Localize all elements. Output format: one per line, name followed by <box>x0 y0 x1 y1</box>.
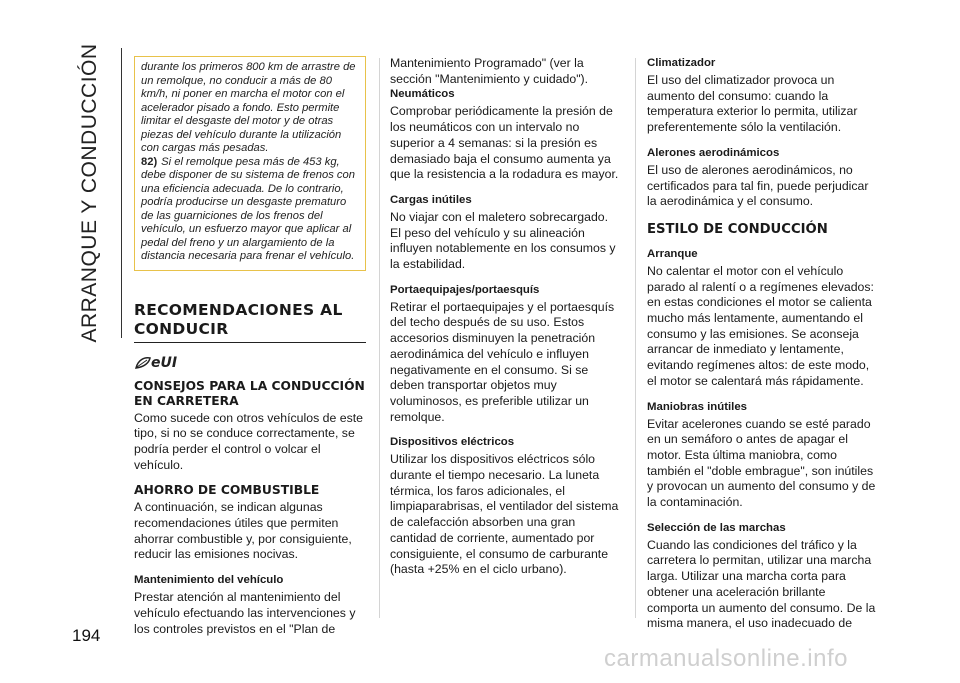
aero-spoilers-text: El uso de alerones aerodinámicos, no certificados para tal fin, puede perjudicar la aerodinámica y el consumo. <box>647 162 869 209</box>
subheading-aero-spoilers: Alerones aerodinámicos <box>647 146 780 159</box>
column-divider-2 <box>635 58 636 618</box>
section-side-title-text: ARRANQUE Y CONDUCCIÓN <box>78 43 101 343</box>
useless-loads-text: No viajar con el maletero sobrecargado. El peso del vehículo y su alineación influyen notablemente en los consumos y la estabilidad. <box>390 209 616 272</box>
page-number: 194 <box>72 626 101 645</box>
section-heading-driving-style: ESTILO DE CONDUCCIÓN <box>647 221 828 237</box>
start-text: No calentar el motor con el vehículo parado al ralentí o a regímenes elevados: en estas condiciones el motor se calienta mucho más lentamente, aumentando el consumo y las emisiones. Se aconseja arrancar de inmediato y lentamente, evitando regímenes altos: de este modo, el motor se calentará más rápidamente. <box>647 263 874 388</box>
column-divider-1 <box>379 58 380 618</box>
maintenance-continued-text: Mantenimiento Programado" (ver la sección "Mantenimiento y cuidado"). <box>390 56 589 86</box>
subheading-useless-manoeuvres: Maniobras inútiles <box>647 400 748 413</box>
side-title-divider <box>121 48 122 338</box>
subheading-fuel-saving: AHORRO DE COMBUSTIBLE <box>134 483 320 498</box>
gear-selection-text: Cuando las condiciones del tráfico y la carretera lo permitan, utilizar una marcha larga. Utilizar una marcha corta para obtener una aceleración brillante comporta un aumento del consumo. De la misma manera, el uso inadecuado de <box>647 537 876 631</box>
column-3 <box>647 56 879 632</box>
column-1 <box>134 56 366 637</box>
subheading-roof-racks: Portaequipajes/portaesquís <box>390 283 540 296</box>
eco-leaf-icon <box>134 351 178 371</box>
road-driving-text: Como sucede con otros vehículos de este tipo, si no se conduce correctamente, se podría perder el control o volcar el vehículo. <box>134 410 363 472</box>
fuel-saving-text: A continuación, se indican algunas recomendaciones útiles que permiten ahorrar combustible y, por consiguiente, reducir las emisiones nocivas. <box>134 500 352 562</box>
subheading-start: Arranque <box>647 247 698 260</box>
vehicle-maintenance-text: Prestar atención al mantenimiento del vehículo efectuando las intervenciones y los controles previstos en el "Plan de <box>134 590 356 636</box>
useless-manoeuvres-text: Evitar acelerones cuando se esté parado en un semáforo o antes de apagar el motor. Esta última maniobra, como también el "doble embrague", son inútiles y provocan un aumento del consumo y de la contaminación. <box>647 416 876 510</box>
section-heading-recommendations: RECOMENDACIONES AL CONDUCIR <box>134 301 366 343</box>
subheading-vehicle-maintenance: Mantenimiento del vehículo <box>134 574 284 587</box>
subheading-climate-control: Climatizador <box>647 57 716 69</box>
subheading-tyres: Neumáticos <box>390 88 455 101</box>
tyres-text: Comprobar periódicamente la presión de los neumáticos con un intervalo no superior a 4 semanas: si la presión es demasiado baja el consumo aumenta ya que la resistencia a la rodadura es mayor. <box>390 104 619 182</box>
subheading-road-driving: CONSEJOS PARA LA CONDUCCIÓN EN CARRETERA <box>134 378 365 408</box>
electrical-devices-text: Utilizar los dispositivos eléctricos sólo durante el tiempo necesario. La luneta térmica, los faros adicionales, el limpiaparabrisas, el ventilador del sistema de calefacción absorben una gran cantidad de corriente, aumentado por consiguiente, el consumo de carburante (hasta +25% en el ciclo urbano). <box>390 452 619 577</box>
note-number: 82) <box>141 155 158 168</box>
subheading-electrical-devices: Dispositivos eléctricos <box>390 436 515 449</box>
note-82 <box>141 156 360 264</box>
watermark: carmanualsonline.info <box>604 645 848 672</box>
note-text: Si el remolque pesa más de 453 kg, debe disponer de su sistema de frenos con una eficiencia adecuada. De lo contrario, podría producirse un desgaste prematuro de las guarniciones de los frenos del vehículo, un esfuerzo mayor que aplicar al pedal del freno y un alargamiento de la distancia necesaria para frenar el vehículo. <box>141 155 355 262</box>
roof-racks-text: Retirar el portaequipajes y el portaesquís del techo después de su uso. Estos accesorios disminuyen la penetración aerodinámica del vehículo e influyen negativamente en el consumo. Si se deben transportar objetos muy voluminosos, es preferible utilizar un remolque. <box>390 299 615 424</box>
subheading-useless-loads: Cargas inútiles <box>390 193 472 206</box>
note-box <box>134 56 366 271</box>
eco-icon-label: eUI <box>151 354 178 371</box>
section-side-title <box>60 43 120 343</box>
column-2 <box>390 56 622 578</box>
eco-icon <box>134 351 366 371</box>
climate-control-text: El uso del climatizador provoca un aumento del consumo: cuando la temperatura exterior lo permita, utilizar preferentemente sólo la ventilación. <box>647 73 858 135</box>
subheading-gear-selection: Selección de las marchas <box>647 521 786 534</box>
note-intro: durante los primeros 800 km de arrastre de un remolque, no conducir a más de 80 km/h, ni poner en marcha el motor con el acelerador pisado a fondo. Esto permite limitar el desgaste del motor y de otras piezas del vehículo durante la utilización con cargas más pesadas. <box>141 61 356 154</box>
